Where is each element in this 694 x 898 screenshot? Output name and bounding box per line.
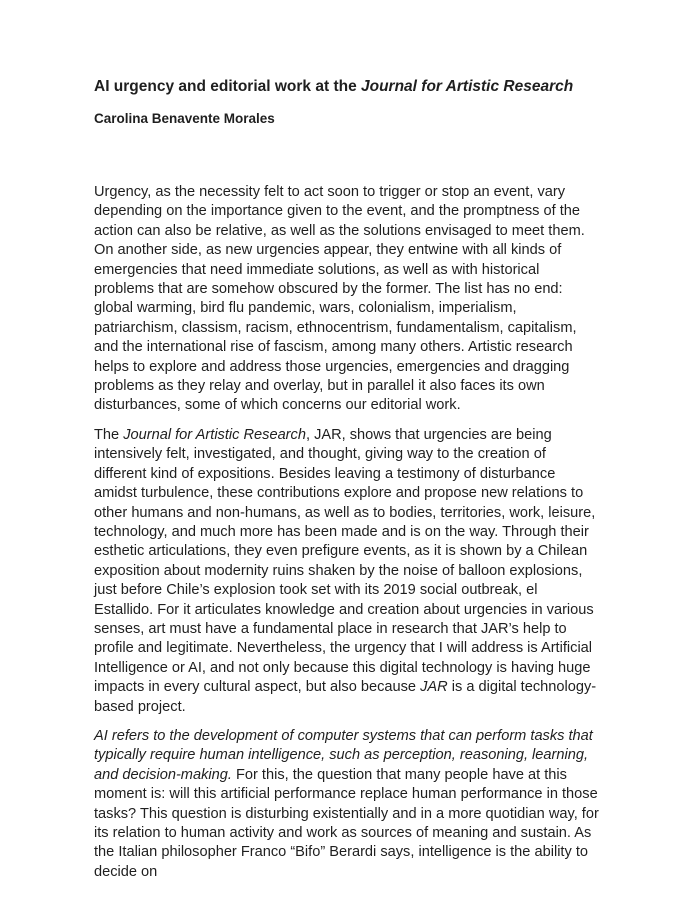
paragraph-1: Urgency, as the necessity felt to act soon to trigger or stop an event, vary depending on the importance given to the event, and the promptness of the action can also be relative, as well as the solutions envisaged to meet them. On another side, as new urgencies appear, they entwine with all kinds of emergencies that need immediate solutions, as well as with historical problems that are somehow obscured by the former. The list has no end: global warming, bird flu pandemic, wars, colonialism, imperialism, patriarchism, classism, racism, ethnocentrism, fundamentalism, capitalism, and the international rise of fascism, among many others. Artistic research helps to explore and address those urgencies, emergencies and dragging problems as they relay and overlay, but in parallel it also faces its own disturbances, some of which concerns our editorial work. xyxy=(94,184,585,414)
document-author: Carolina Benavente Morales xyxy=(94,111,275,126)
paragraph-2: The Journal for Artistic Research, JAR, shows that urgencies are being intensively felt, investigated, and thought, giving way to the creation of different kind of expositions. Besides leaving a testimony of disturbance amidst turbulence, these contributions explore and propose new relations to other humans and non-humans, as well as to bodies, territories, work, leisure, technology, and much more has been made and is on the way. Through their esthetic articulations, they even prefigure events, as it is shown by a Chilean exposition about modernity ruins shaken by the noise of balloon explosions, just before Chile’s explosion took set with its 2019 social outbreak, el Estallido. For it articulates knowledge and creation about urgencies in various senses, art must have a fundamental place in research that JAR’s help to profile and legitimate. Nevertheless, the urgency that I will address is Artificial Intelligence or AI, and not only because this digital technology is having huge impacts in every cultural aspect, but also because JAR is a digital technology-based project. xyxy=(94,426,597,715)
paragraph-3: AI refers to the development of computer systems that can perform tasks that typically require human intelligence, such as perception, reasoning, learning, and decision-making. For this, the question that many people have at this moment is: will this artificial performance replace human performance in those tasks? This question is disturbing existentially and in a more quotidian way, for its relation to human activity and work as sources of meaning and sustain. As the Italian philosopher Franco “Bifo” Berardi says, intelligence is the ability to decide on xyxy=(94,727,599,880)
document-body xyxy=(94,183,600,882)
document-title: AI urgency and editorial work at the Journal for Artistic Research xyxy=(94,78,574,95)
